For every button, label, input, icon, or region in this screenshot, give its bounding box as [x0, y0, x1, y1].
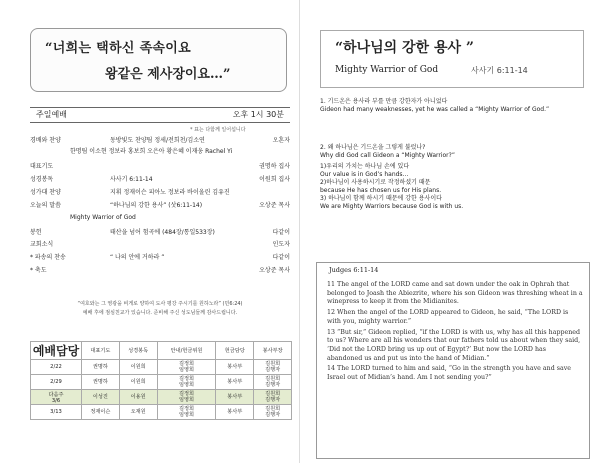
order-leader: 오상준 목사 — [259, 267, 290, 274]
duty-cell: 봉사부 — [216, 360, 254, 375]
point-2-ko: 2. 왜 하나님은 기드온을 그렇게 불렀나? — [320, 144, 426, 151]
duty-cell: 봉사부 — [216, 390, 254, 405]
service-name: 주일예배 — [36, 110, 67, 119]
service-time: 오후 1시 30분 — [232, 110, 284, 119]
order-item: 교회소식 — [30, 241, 54, 248]
duty-cell: 권명하 — [82, 375, 120, 390]
duty-cell: 봉사부 — [216, 375, 254, 390]
order-item: * 축도 — [30, 267, 47, 274]
order-item: 오늘의 말씀 — [30, 202, 61, 209]
order-detail: 태산을 넘어 험곡에 (484장/통일533장) — [110, 229, 215, 236]
duty-date: 2/22 — [31, 360, 82, 375]
point-2 — [320, 144, 590, 211]
passage-heading: Judges 6:11-14 — [329, 266, 379, 274]
order-detail: “ 나의 안에 거하라 ” — [110, 254, 165, 261]
duty-cell: 이용원 — [119, 390, 157, 405]
passage-verse: 13 “But sir,” Gideon replied, “if the LORD is with us, why has all this happened to us? Where are all his wonders that our fathers told us about when they said, ‘Did not the LORD bring us up out of Egypt?’ But now the LORD has abandoned us and put us into the hand of Midian.” — [327, 328, 581, 362]
passage-verse: 11 The angel of the LORD came and sat down under the oak in Ophrah that belonged to Joash the Abiezrite, where his son Gideon was threshing wheat in a winepress to keep it from the Midianites. — [327, 281, 583, 306]
point-1 — [320, 98, 590, 114]
duty-header: 봉사부장 — [254, 342, 292, 360]
duty-header: 안내/헌금위원 — [157, 342, 216, 360]
order-row — [30, 214, 290, 224]
sermon-reference: 사사기 6:11-14 — [471, 66, 528, 75]
order-leader: 권명하 집사 — [259, 163, 290, 170]
order-detail: 지휘 정재이슨 피아노 정보라 바이올린 김유진 — [110, 189, 230, 196]
order-detail: 동방빛도 찬양팀 정세/전희천/김소연 — [110, 137, 205, 144]
bulletin-left-page — [0, 0, 298, 463]
theme-title-line2: 왕같은 제사장이요…” — [105, 67, 231, 82]
order-leader: 오상준 목사 — [259, 202, 290, 209]
order-item: 성가대 찬양 — [30, 189, 61, 196]
passage-body — [327, 281, 583, 385]
order-item: 대표기도 — [30, 163, 54, 170]
order-row — [30, 187, 290, 197]
duty-cell: 오재원 — [119, 405, 157, 420]
order-row — [30, 239, 290, 249]
duty-cell: 김정희 임영희 — [157, 390, 216, 405]
verse-quote: “여호와는 그 영광을 비게로 양하여 도사 평강 주시기를 원하노라” (민6:24) — [77, 301, 243, 307]
duty-cell: 김정희 임영희 — [157, 375, 216, 390]
duty-cell: 김원희 김행자 — [254, 360, 292, 375]
answer-1-en: Our value is in God’s hands… — [320, 171, 409, 178]
order-detail: 한명팀 이소현 정보라 홍보희 오은아 황은혜 이재웅 Rachel Yi — [70, 148, 233, 155]
duty-cell: 이원희 — [119, 360, 157, 375]
service-header — [30, 107, 290, 123]
order-row — [30, 252, 290, 262]
stand-note: * 표는 다함께 일어섭니다 — [190, 127, 246, 133]
bulletin-right-page — [302, 0, 600, 463]
answer-2-en: because He has chosen us for His plans. — [320, 187, 442, 194]
order-item: 성경봉독 — [30, 176, 54, 183]
duty-cell: 김원희 김행자 — [254, 405, 292, 420]
duty-cell: 이원희 — [119, 375, 157, 390]
order-row — [30, 174, 290, 184]
duty-row — [31, 360, 292, 375]
order-leader: 오혼자 — [272, 137, 290, 144]
order-row — [30, 200, 290, 210]
duty-cell: 권명하 — [82, 360, 120, 375]
passage-verse: 12 When the angel of the LORD appeared to Gideon, he said, “The LORD is with you, mighty warrior.” — [327, 309, 569, 325]
duty-header: 성경봉독 — [119, 342, 157, 360]
welcome-note: 예배 후에 점심친교가 있습니다. 준비해 주신 성도님들께 감사드립니다. — [82, 310, 238, 316]
order-detail: “하나님의 강한 용사” (삿6:11-14) — [110, 202, 203, 209]
duty-row — [31, 390, 292, 405]
duty-cell: 정재이슨 — [82, 405, 120, 420]
order-leader: 인도자 — [272, 241, 290, 248]
duty-cell: 김원희 김행자 — [254, 390, 292, 405]
order-row — [30, 135, 290, 145]
order-row — [30, 161, 290, 171]
duty-cell: 김정희 임영희 — [157, 360, 216, 375]
duty-header: 대표기도 — [82, 342, 120, 360]
theme-title-box — [30, 28, 287, 92]
sermon-title-box — [320, 30, 584, 88]
sermon-title-en: Mighty Warrior of God — [335, 65, 439, 75]
theme-title-line1: “너희는 택하신 족속이요 — [45, 41, 192, 56]
scripture-passage — [316, 262, 590, 459]
passage-verse: 14 The LORD turned to him and said, “Go in the strength you have and save Israel out of Midian’s hand. Am I not sending you?” — [327, 365, 571, 382]
answer-2-ko: 2)하나님이 사용하시기로 작정하셨기 때문 — [320, 179, 431, 186]
page-fold — [299, 0, 300, 463]
duty-cell: 김원희 김행자 — [254, 375, 292, 390]
duty-row — [31, 405, 292, 420]
order-item: 경배와 찬양 — [30, 137, 61, 144]
order-row — [30, 146, 290, 156]
notice-block — [30, 300, 290, 318]
duty-title: 예배담당 — [31, 342, 82, 360]
answer-3-en: We are Mighty Warriors because God is with us. — [320, 203, 464, 210]
order-row — [30, 227, 290, 237]
answer-3-ko: 3) 하나님이 함께 하시기 때문에 강한 용사이다 — [320, 195, 442, 202]
order-item: 봉헌 — [30, 229, 42, 236]
duty-date: 3/13 — [31, 405, 82, 420]
duty-row — [31, 375, 292, 390]
order-detail: 사사기 6:11-14 — [110, 176, 153, 183]
duty-cell: 이성진 — [82, 390, 120, 405]
order-leader: 이원희 집사 — [259, 176, 290, 183]
duty-cell: 봉사부 — [216, 405, 254, 420]
point-2-en: Why did God call Gideon a “Mighty Warrior?” — [320, 152, 455, 159]
order-row — [30, 265, 290, 275]
duty-table — [30, 341, 292, 420]
duty-date: 다음주 3/6 — [31, 390, 82, 405]
point-1-en: Gideon had many weaknesses, yet he was called a “Mighty Warrior of God.” — [320, 106, 550, 113]
duty-date: 2/29 — [31, 375, 82, 390]
order-leader: 다같이 — [272, 254, 290, 261]
order-item: * 파송의 찬송 — [30, 254, 66, 261]
order-leader: 다같이 — [272, 229, 290, 236]
order-detail: Mighty Warrior of God — [70, 214, 136, 221]
duty-header: 헌금담당 — [216, 342, 254, 360]
answer-1-ko: 1)우리의 가치는 하나님 손에 있다 — [320, 163, 410, 170]
sermon-title-ko: “하나님의 강한 용사 ” — [335, 40, 474, 56]
point-1-ko: 1. 기드온은 용사라 부를 만큼 강한자가 아니었다 — [320, 98, 448, 105]
duty-cell: 김정희 임영희 — [157, 405, 216, 420]
